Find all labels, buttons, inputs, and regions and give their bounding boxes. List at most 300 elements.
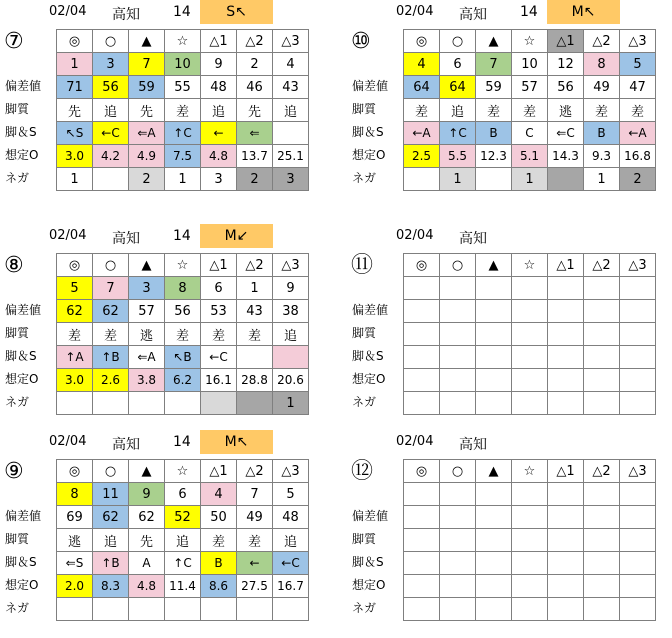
race-block-7 — [0, 0, 330, 205]
row-labels — [0, 505, 56, 620]
grid-cell: 4.8 — [129, 575, 165, 598]
grid-cell — [476, 323, 512, 346]
expected-odds-row — [404, 145, 656, 168]
grid-cell — [548, 575, 584, 598]
grid-cell — [93, 392, 129, 415]
grid-cell: 差 — [93, 323, 129, 346]
grid-cell — [548, 598, 584, 621]
grid-cell: ←C — [93, 122, 129, 145]
grid-cell: 7.5 — [165, 145, 201, 168]
grid-cell — [584, 598, 620, 621]
grid-cell — [404, 598, 440, 621]
grid-cell: 差 — [201, 529, 237, 552]
grid-cell: 49 — [237, 506, 273, 529]
grid-cell: 8 — [165, 277, 201, 300]
grid-cell: 64 — [440, 76, 476, 99]
grid-cell — [548, 323, 584, 346]
grid-cell — [476, 346, 512, 369]
grid-cell: 1 — [57, 53, 93, 76]
grid-cell — [237, 598, 273, 621]
grid-cell — [620, 323, 656, 346]
grid-cell: B — [584, 122, 620, 145]
row-label: 脚＆S — [5, 125, 37, 139]
race-block-10 — [347, 0, 672, 205]
grid-cell — [620, 369, 656, 392]
negative-row — [404, 168, 656, 191]
row-label: 想定O — [5, 578, 39, 592]
grid-cell: 差 — [165, 99, 201, 122]
grid-cell: △2 — [584, 460, 620, 483]
grid-cell: ○ — [440, 30, 476, 53]
grid-cell: 4 — [404, 53, 440, 76]
grid-cell — [584, 552, 620, 575]
grid-cell: 48 — [201, 76, 237, 99]
pace-badge: M↖ — [200, 430, 273, 454]
grid-cell — [584, 323, 620, 346]
grid-cell: 差 — [237, 323, 273, 346]
grid-cell — [584, 506, 620, 529]
row-label: 想定O — [352, 372, 386, 386]
grid-cell: 43 — [237, 300, 273, 323]
negative-row — [57, 392, 309, 415]
horse-number-row — [57, 483, 309, 506]
grid-cell: 28.8 — [237, 369, 273, 392]
grid-cell: 追 — [273, 529, 309, 552]
grid-cell: ↑B — [93, 346, 129, 369]
grid-cell: ◎ — [57, 460, 93, 483]
grid-cell: 6 — [440, 53, 476, 76]
grid-cell: 9 — [129, 483, 165, 506]
grid-cell: 追 — [273, 99, 309, 122]
race-grid — [56, 253, 309, 415]
grid-cell — [512, 529, 548, 552]
grid-cell: 差 — [165, 323, 201, 346]
grid-cell — [548, 552, 584, 575]
grid-cell: 16.1 — [201, 369, 237, 392]
grid-cell: 25.1 — [273, 145, 309, 168]
runner-count: 14 — [520, 4, 538, 20]
grid-cell: 1 — [440, 168, 476, 191]
race-header — [347, 430, 672, 454]
grid-cell — [93, 168, 129, 191]
grid-cell — [620, 277, 656, 300]
race-date: 02/04 — [49, 4, 87, 19]
row-label: ネガ — [352, 171, 377, 185]
row-label: ネガ — [5, 171, 30, 185]
grid-cell — [129, 392, 165, 415]
expected-odds-row — [57, 145, 309, 168]
grid-cell: ↑C — [440, 122, 476, 145]
grid-cell: 6.2 — [165, 369, 201, 392]
grid-cell: 71 — [57, 76, 93, 99]
grid-cell: 差 — [476, 99, 512, 122]
grid-cell: 57 — [512, 76, 548, 99]
deviation-row — [57, 76, 309, 99]
grid-cell: △1 — [201, 30, 237, 53]
pace-row — [57, 552, 309, 575]
grid-cell: 2 — [129, 168, 165, 191]
grid-cell: ← — [201, 122, 237, 145]
horse-number-row — [404, 483, 656, 506]
grid-cell: 3 — [273, 168, 309, 191]
grid-cell: 16.7 — [273, 575, 309, 598]
pace-row — [404, 552, 656, 575]
grid-cell — [273, 598, 309, 621]
grid-cell: 逃 — [548, 99, 584, 122]
grid-cell: A — [129, 552, 165, 575]
grid-cell: 6 — [201, 277, 237, 300]
grid-cell: 10 — [512, 53, 548, 76]
grid-cell — [512, 575, 548, 598]
grid-cell: ◎ — [404, 460, 440, 483]
grid-cell: 先 — [57, 99, 93, 122]
pace-badge: M↙ — [200, 224, 273, 248]
grid-cell — [476, 506, 512, 529]
grid-cell — [404, 506, 440, 529]
grid-cell: 4 — [201, 483, 237, 506]
grid-cell: 4.2 — [93, 145, 129, 168]
grid-cell: 先 — [129, 529, 165, 552]
negative-row — [404, 392, 656, 415]
grid-cell — [512, 392, 548, 415]
race-number: ⑦ — [4, 29, 24, 54]
row-label: 脚質 — [5, 102, 30, 116]
grid-cell: 9 — [201, 53, 237, 76]
grid-cell — [512, 346, 548, 369]
grid-cell: 5.1 — [512, 145, 548, 168]
grid-cell — [548, 392, 584, 415]
row-label: 脚質 — [5, 326, 30, 340]
grid-cell: △2 — [237, 254, 273, 277]
negative-row — [404, 598, 656, 621]
race-grid — [403, 29, 656, 191]
grid-cell — [404, 277, 440, 300]
mark-row — [404, 460, 656, 483]
grid-cell — [512, 552, 548, 575]
grid-cell: ↑B — [93, 552, 129, 575]
grid-cell: ○ — [93, 460, 129, 483]
grid-cell: 1 — [57, 168, 93, 191]
deviation-row — [57, 506, 309, 529]
grid-cell — [57, 392, 93, 415]
grid-cell: 56 — [93, 76, 129, 99]
grid-cell: ←A — [404, 122, 440, 145]
grid-cell: 7 — [237, 483, 273, 506]
grid-cell: △3 — [620, 30, 656, 53]
grid-cell: 16.8 — [620, 145, 656, 168]
deviation-row — [57, 300, 309, 323]
grid-cell: ▲ — [129, 254, 165, 277]
row-label: 脚質 — [352, 532, 377, 546]
horse-number-row — [57, 53, 309, 76]
grid-cell — [404, 392, 440, 415]
grid-cell: ←A — [620, 122, 656, 145]
grid-cell — [620, 300, 656, 323]
grid-cell: 差 — [201, 323, 237, 346]
grid-cell: 3 — [93, 53, 129, 76]
race-header — [347, 0, 672, 24]
pace-row — [57, 122, 309, 145]
race-venue: 高知 — [459, 7, 487, 23]
row-label: 脚＆S — [5, 349, 37, 363]
grid-cell: 差 — [237, 529, 273, 552]
grid-cell: △2 — [584, 30, 620, 53]
race-grid — [56, 459, 309, 621]
grid-cell: ○ — [93, 254, 129, 277]
grid-cell: ○ — [440, 460, 476, 483]
grid-cell — [512, 598, 548, 621]
grid-cell — [620, 483, 656, 506]
grid-cell — [620, 552, 656, 575]
mark-row — [57, 460, 309, 483]
race-date: 02/04 — [396, 4, 434, 19]
runner-count: 14 — [173, 434, 191, 450]
grid-cell — [476, 552, 512, 575]
grid-cell: ○ — [93, 30, 129, 53]
pace-row — [57, 346, 309, 369]
grid-cell: ☆ — [165, 30, 201, 53]
grid-cell — [440, 346, 476, 369]
grid-cell: 62 — [93, 300, 129, 323]
grid-cell — [476, 277, 512, 300]
grid-cell: ▲ — [129, 30, 165, 53]
grid-cell — [404, 168, 440, 191]
grid-cell: 差 — [584, 99, 620, 122]
grid-cell: 20.6 — [273, 369, 309, 392]
grid-cell: 逃 — [129, 323, 165, 346]
grid-cell: 6 — [165, 483, 201, 506]
grid-cell: 2 — [237, 168, 273, 191]
mark-row — [404, 254, 656, 277]
grid-cell: 59 — [129, 76, 165, 99]
grid-cell: 69 — [57, 506, 93, 529]
row-label: 偏差値 — [5, 509, 42, 523]
grid-cell: 27.5 — [237, 575, 273, 598]
grid-cell: 12.3 — [476, 145, 512, 168]
grid-cell — [620, 506, 656, 529]
grid-cell — [548, 168, 584, 191]
grid-cell — [548, 483, 584, 506]
race-venue: 高知 — [112, 437, 140, 453]
race-number: ⑪ — [351, 253, 374, 278]
row-label: ネガ — [352, 395, 377, 409]
grid-cell: C — [512, 122, 548, 145]
negative-row — [57, 168, 309, 191]
grid-cell: 55 — [165, 76, 201, 99]
grid-cell: 8.6 — [201, 575, 237, 598]
grid-cell — [440, 277, 476, 300]
grid-cell: ○ — [440, 254, 476, 277]
race-venue: 高知 — [112, 231, 140, 247]
mark-row — [57, 30, 309, 53]
grid-cell: 5 — [57, 277, 93, 300]
grid-cell: ☆ — [512, 254, 548, 277]
grid-cell: 7 — [93, 277, 129, 300]
grid-cell: ◎ — [57, 30, 93, 53]
grid-cell: 3.8 — [129, 369, 165, 392]
grid-cell: ▲ — [476, 30, 512, 53]
row-labels — [0, 299, 56, 414]
row-label: 脚質 — [352, 102, 377, 116]
horse-number-row — [404, 277, 656, 300]
grid-cell: 4.9 — [129, 145, 165, 168]
row-label: 脚＆S — [5, 555, 37, 569]
grid-cell: 53 — [201, 300, 237, 323]
running-style-row — [57, 529, 309, 552]
grid-cell: ▲ — [129, 460, 165, 483]
race-header — [347, 224, 672, 248]
grid-cell — [404, 483, 440, 506]
grid-cell — [512, 369, 548, 392]
row-label: 脚＆S — [352, 555, 384, 569]
grid-cell — [548, 346, 584, 369]
grid-cell: ←C — [273, 552, 309, 575]
grid-cell — [584, 369, 620, 392]
grid-cell — [620, 392, 656, 415]
grid-cell: 52 — [165, 506, 201, 529]
grid-cell: ◎ — [404, 30, 440, 53]
row-label: 想定O — [5, 148, 39, 162]
grid-cell — [237, 392, 273, 415]
grid-cell — [440, 323, 476, 346]
grid-cell: 2.5 — [404, 145, 440, 168]
grid-cell — [620, 598, 656, 621]
grid-cell — [584, 483, 620, 506]
grid-cell: 先 — [129, 99, 165, 122]
grid-cell: △3 — [273, 460, 309, 483]
grid-cell: 62 — [93, 506, 129, 529]
grid-cell: △3 — [273, 254, 309, 277]
grid-cell: 49 — [584, 76, 620, 99]
grid-cell: 3 — [201, 168, 237, 191]
grid-cell — [548, 300, 584, 323]
grid-cell: 1 — [165, 168, 201, 191]
grid-cell: 1 — [512, 168, 548, 191]
grid-cell — [476, 529, 512, 552]
grid-cell: 8 — [584, 53, 620, 76]
horse-number-row — [57, 277, 309, 300]
row-label: 脚質 — [5, 532, 30, 546]
grid-cell: ☆ — [512, 460, 548, 483]
grid-cell: ☆ — [165, 460, 201, 483]
grid-cell: ⇐A — [129, 346, 165, 369]
grid-cell: △1 — [548, 254, 584, 277]
grid-cell — [512, 506, 548, 529]
grid-cell: 13.7 — [237, 145, 273, 168]
grid-cell — [620, 575, 656, 598]
race-number: ⑩ — [351, 29, 371, 54]
horse-number-row — [404, 53, 656, 76]
grid-cell — [201, 392, 237, 415]
grid-cell: 1 — [237, 277, 273, 300]
grid-cell — [584, 300, 620, 323]
grid-cell — [404, 529, 440, 552]
grid-cell: ↖B — [165, 346, 201, 369]
grid-cell — [404, 552, 440, 575]
grid-cell — [620, 529, 656, 552]
grid-cell: ◎ — [57, 254, 93, 277]
row-label: 脚質 — [352, 326, 377, 340]
grid-cell: 11.4 — [165, 575, 201, 598]
grid-cell: ⇐C — [548, 122, 584, 145]
grid-cell: 64 — [404, 76, 440, 99]
grid-cell: 47 — [620, 76, 656, 99]
grid-cell — [404, 300, 440, 323]
grid-cell: 62 — [57, 300, 93, 323]
runner-count: 14 — [173, 228, 191, 244]
grid-cell — [201, 598, 237, 621]
grid-cell: △3 — [620, 460, 656, 483]
grid-cell: ▲ — [476, 254, 512, 277]
row-label: 想定O — [5, 372, 39, 386]
grid-cell: 2 — [620, 168, 656, 191]
grid-cell: △1 — [201, 254, 237, 277]
grid-cell — [165, 392, 201, 415]
grid-cell: 5 — [273, 483, 309, 506]
deviation-row — [404, 76, 656, 99]
grid-cell: ← — [237, 552, 273, 575]
grid-cell: 4 — [273, 53, 309, 76]
grid-cell: 3 — [129, 277, 165, 300]
grid-cell: 48 — [273, 506, 309, 529]
running-style-row — [404, 529, 656, 552]
grid-cell — [620, 346, 656, 369]
grid-cell — [273, 346, 309, 369]
row-label: 偏差値 — [352, 509, 389, 523]
grid-cell — [476, 369, 512, 392]
grid-cell: 57 — [129, 300, 165, 323]
row-label: 脚＆S — [352, 349, 384, 363]
grid-cell: 追 — [165, 529, 201, 552]
grid-cell: 43 — [273, 76, 309, 99]
grid-cell: 追 — [273, 323, 309, 346]
row-labels — [347, 299, 403, 414]
row-label: 偏差値 — [352, 79, 389, 93]
grid-cell — [440, 483, 476, 506]
running-style-row — [57, 323, 309, 346]
grid-cell: 46 — [237, 76, 273, 99]
grid-cell: 追 — [440, 99, 476, 122]
grid-cell — [440, 575, 476, 598]
expected-odds-row — [57, 575, 309, 598]
row-label: 偏差値 — [352, 303, 389, 317]
grid-cell: ↑C — [165, 552, 201, 575]
grid-cell — [476, 575, 512, 598]
running-style-row — [404, 99, 656, 122]
race-header — [0, 430, 330, 454]
grid-cell — [512, 483, 548, 506]
running-style-row — [57, 99, 309, 122]
race-venue: 高知 — [459, 437, 487, 453]
grid-cell: 62 — [129, 506, 165, 529]
grid-cell: ⇐S — [57, 552, 93, 575]
grid-cell: 逃 — [57, 529, 93, 552]
grid-cell: △3 — [620, 254, 656, 277]
grid-cell: ↖S — [57, 122, 93, 145]
grid-cell: 先 — [237, 99, 273, 122]
grid-cell: B — [476, 122, 512, 145]
grid-cell: ◎ — [404, 254, 440, 277]
grid-cell: 9 — [273, 277, 309, 300]
row-label: 偏差値 — [5, 303, 42, 317]
race-block-11 — [347, 224, 672, 429]
grid-cell: 追 — [93, 99, 129, 122]
pace-badge: S↖ — [200, 0, 273, 24]
grid-cell: ☆ — [165, 254, 201, 277]
grid-cell: ↑C — [165, 122, 201, 145]
grid-cell: B — [201, 552, 237, 575]
grid-cell: 1 — [273, 392, 309, 415]
